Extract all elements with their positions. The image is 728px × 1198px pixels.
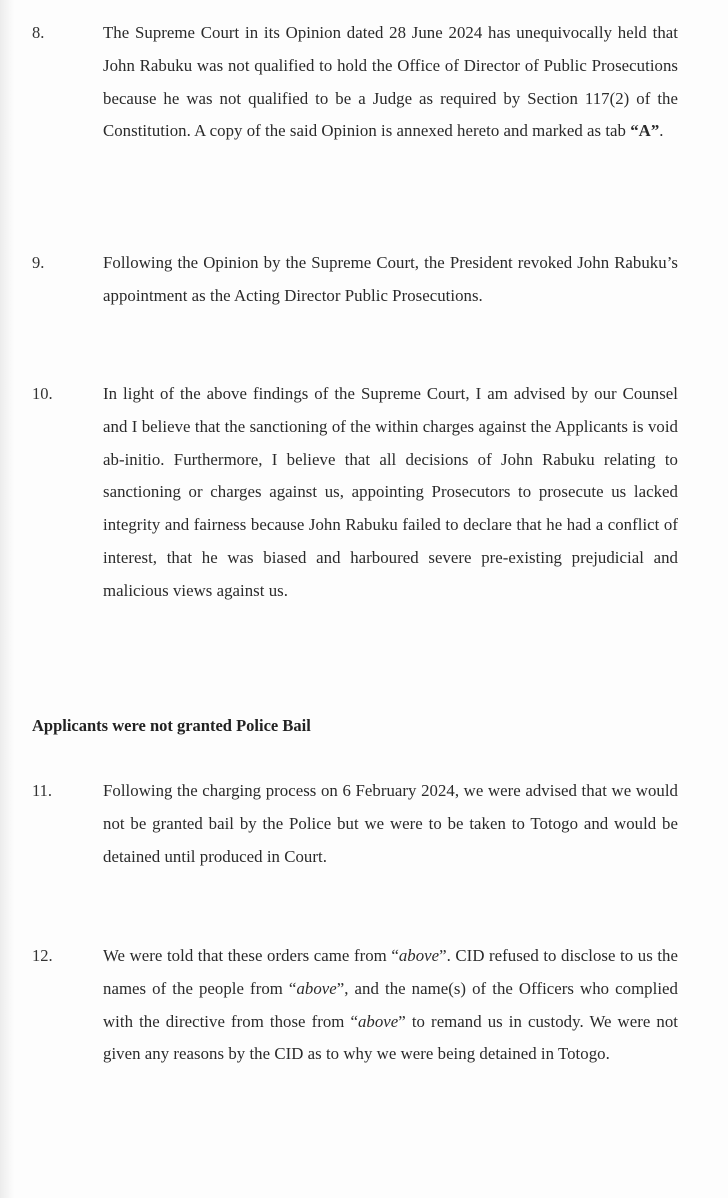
paragraph-number: 12. [32,946,53,965]
paragraph-number: 9. [32,253,45,272]
paragraph-number: 10. [32,384,53,403]
text-segment: Following the Opinion by the Supreme Court, the President revoked John Rabuku’s appointment as the Acting Director Public Prosecutions. [103,253,678,305]
annex-tab-label: “A” [630,121,660,141]
paragraph-text [103,247,678,313]
text-segment: The Supreme Court in its Opinion dated 28 June 2024 has unequivocally held that John Rabuku was not qualified to hold the Office of Director of Public Prosecutions because he was not qualified to be a Judge as required by Section 117(2) of the Constitution. A copy of the said Opinion is annexed hereto and marked as tab [103,23,678,141]
text-segment: We were told that these orders came from “ [103,946,399,965]
text-segment: Following the charging process on 6 February 2024, we were advised that we would not be granted bail by the Police but we were to be taken to Totogo and would be detained until produced in Court. [103,781,678,866]
paragraph-text [103,378,678,608]
text-segment: ” to remand us in custody. We were not given any reasons by the CID as to why we were being detained in Totogo. [103,1011,678,1064]
text-segment: ”. CID refused to disclose to us the names of the people from “ [103,946,678,998]
paragraph-text [103,940,678,1071]
text-segment: . [659,121,664,141]
paragraph-number: 11. [32,781,53,800]
quoted-word-above: above [398,946,440,965]
scan-edge-shadow [0,0,14,1198]
text-segment: ”, and the name(s) of the Officers who complied with the directive from those from “ [103,978,678,1031]
section-heading: Applicants were not granted Police Bail [32,716,311,735]
quoted-word-above: above [357,1011,399,1031]
text-segment: In light of the above findings of the Supreme Court, I am advised by our Counsel and I believe that the sanctioning of the within charges against the Applicants is void ab-initio. Furthermore, I believe that all decisions of John Rabuku relating to sanctioning or charges against us, appointing Prosecutors to prosecute us lacked integrity and fairness because John Rabuku failed to declare that he had a conflict of interest, that he was biased and harboured severe pre-existing prejudicial and malicious views against us. [103,384,678,600]
quoted-word-above: above [296,978,337,998]
paragraph-text [103,17,678,148]
paragraph-number: 8. [32,23,45,42]
paragraph-text [103,775,678,873]
